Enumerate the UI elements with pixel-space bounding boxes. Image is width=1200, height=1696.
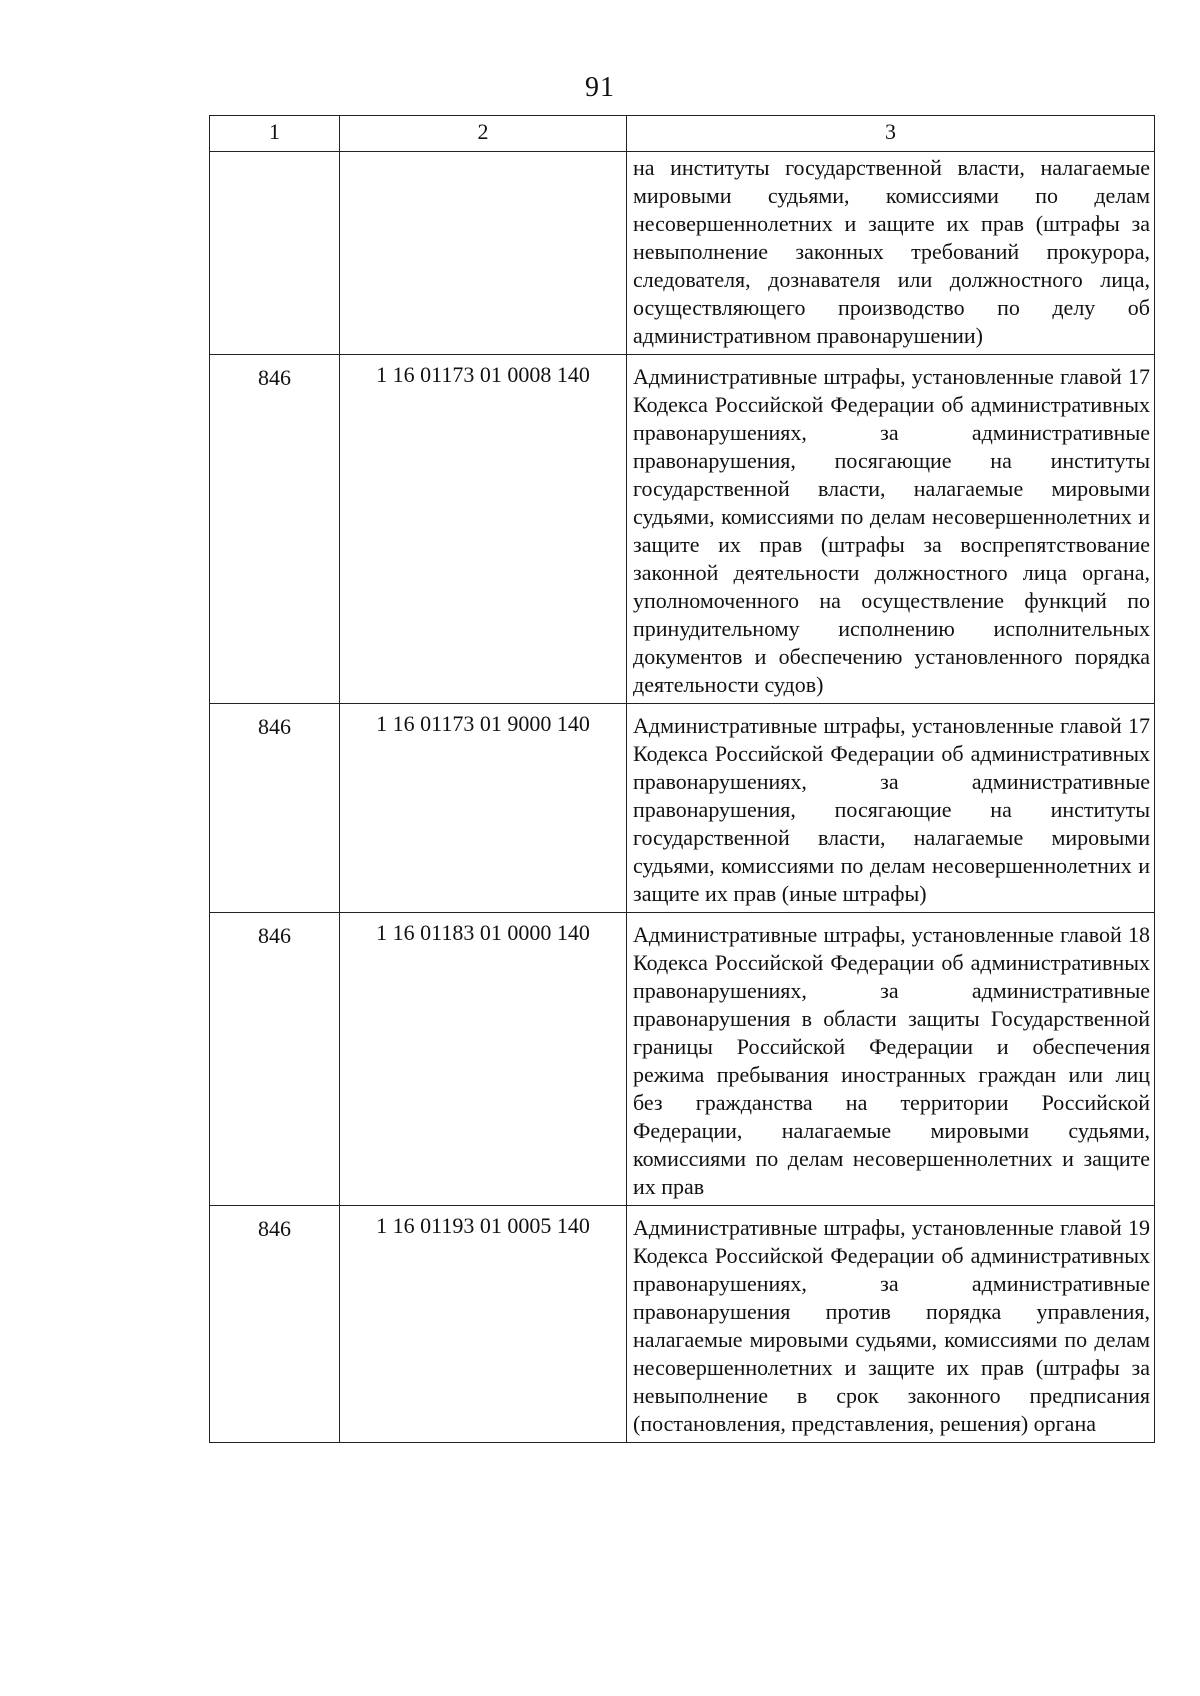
admin-code-cell: 846 [210, 1206, 340, 1443]
budget-code-cell: 1 16 01173 01 9000 140 [340, 704, 627, 913]
admin-code-cell: 846 [210, 355, 340, 704]
description-cell: Административные штрафы, установленные главой 19 Кодекса Российской Федерации об административных правонарушениях, за административные правонарушения против порядка управления, налагаемые мировыми судьями, комиссиями по делам несовершеннолетних и защите их прав (штрафы за невыполнение в срок законного предписания (постановления, представления, решения) органа [627, 1206, 1155, 1443]
table-row [210, 355, 1155, 704]
table-row [210, 152, 1155, 355]
column-header-3: 3 [627, 116, 1155, 152]
description-cell: Административные штрафы, установленные главой 18 Кодекса Российской Федерации об административных правонарушениях, за административные правонарушения в области защиты Государственной границы Российской Федерации и обеспечения режима пребывания иностранных граждан или лиц без гражданства на территории Российской Федерации, налагаемые мировыми судьями, комиссиями по делам несовершеннолетних и защите их прав [627, 913, 1155, 1206]
budget-code-cell: 1 16 01193 01 0005 140 [340, 1206, 627, 1443]
table-header-row [210, 116, 1155, 152]
budget-code-cell: 1 16 01183 01 0000 140 [340, 913, 627, 1206]
description-cell: Административные штрафы, установленные главой 17 Кодекса Российской Федерации об административных правонарушениях, за административные правонарушения, посягающие на институты государственной власти, налагаемые мировыми судьями, комиссиями по делам несовершеннолетних и защите их прав (штрафы за воспрепятствование законной деятельности должностного лица органа, уполномоченного на осуществление функций по принудительному исполнению исполнительных документов и обеспечению установленного порядка деятельности судов) [627, 355, 1155, 704]
admin-code-cell: 846 [210, 913, 340, 1206]
table-row [210, 704, 1155, 913]
admin-code-cell [210, 152, 340, 355]
description-cell: Административные штрафы, установленные главой 17 Кодекса Российской Федерации об административных правонарушениях, за административные правонарушения, посягающие на институты государственной власти, налагаемые мировыми судьями, комиссиями по делам несовершеннолетних и защите их прав (иные штрафы) [627, 704, 1155, 913]
budget-code-cell [340, 152, 627, 355]
column-header-1: 1 [210, 116, 340, 152]
column-header-2: 2 [340, 116, 627, 152]
table-row [210, 913, 1155, 1206]
description-cell: на институты государственной власти, налагаемые мировыми судьями, комиссиями по делам несовершеннолетних и защите их прав (штрафы за невыполнение законных требований прокурора, следователя, дознавателя или должностного лица, осуществляющего производство по делу об административном правонарушении) [627, 152, 1155, 355]
admin-code-cell: 846 [210, 704, 340, 913]
table-row [210, 1206, 1155, 1443]
page-number: 91 [585, 72, 615, 103]
budget-codes-table [209, 115, 1155, 1443]
budget-code-cell: 1 16 01173 01 0008 140 [340, 355, 627, 704]
